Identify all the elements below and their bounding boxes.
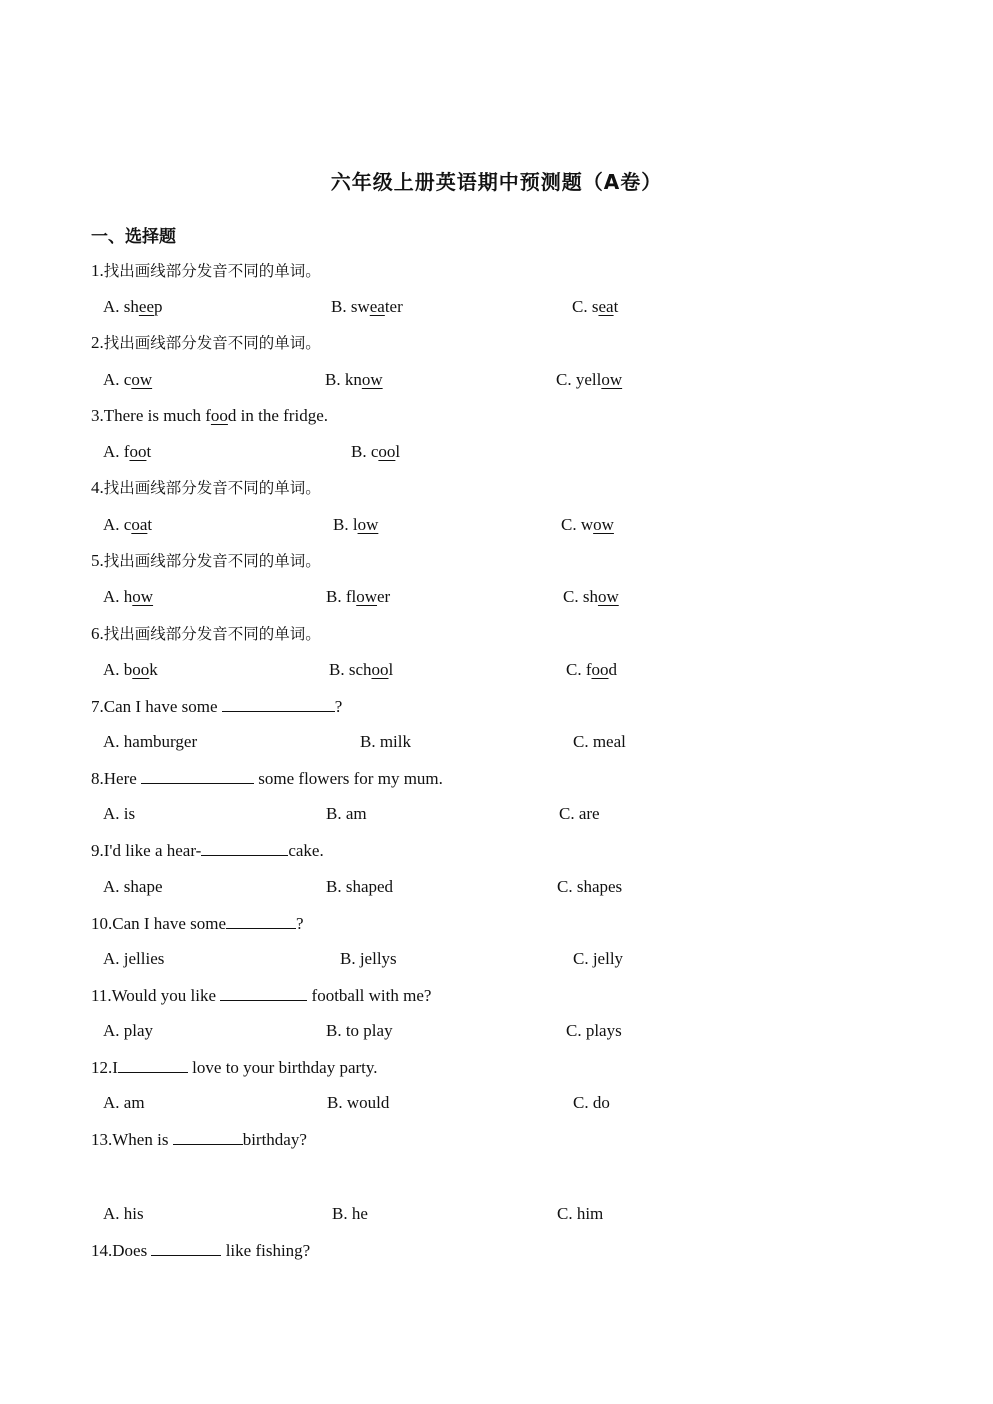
q2-option-a[interactable]: A. cow (103, 370, 153, 389)
q4-option-b[interactable]: B. low (333, 515, 379, 534)
q7-option-b[interactable]: B. milk (360, 732, 412, 751)
q8-option-a[interactable]: A. is (103, 804, 136, 823)
question-1: 1.找出画线部分发音不同的单词。 (91, 261, 321, 280)
question-2: 2.找出画线部分发音不同的单词。 (91, 333, 321, 352)
answer-blank[interactable] (151, 1239, 221, 1256)
q11-option-b[interactable]: B. to play (326, 1021, 393, 1040)
q12-option-a[interactable]: A. am (103, 1093, 145, 1112)
question-6: 6.找出画线部分发音不同的单词。 (91, 624, 321, 643)
question-3: 3.There is much food in the fridge. (91, 406, 328, 425)
q13-option-b[interactable]: B. he (332, 1204, 368, 1223)
q2-option-b[interactable]: B. know (325, 370, 383, 389)
answer-blank[interactable] (201, 839, 288, 856)
q4-option-c[interactable]: C. wow (561, 515, 614, 534)
q5-option-b[interactable]: B. flower (326, 587, 391, 606)
question-7: 7.Can I have some ? (91, 697, 343, 716)
q11-option-c[interactable]: C. plays (566, 1021, 622, 1040)
q12-option-b[interactable]: B. would (327, 1093, 390, 1112)
question-14: 14.Does like fishing? (91, 1241, 311, 1260)
q10-option-b[interactable]: B. jellys (340, 949, 397, 968)
q4-option-a[interactable]: A. coat (103, 515, 153, 534)
q13-option-a[interactable]: A. his (103, 1204, 144, 1223)
question-8: 8.Here some flowers for my mum. (91, 769, 443, 788)
q13-option-c[interactable]: C. him (557, 1204, 604, 1223)
q1-option-c[interactable]: C. seat (572, 297, 619, 316)
q6-option-c[interactable]: C. food (566, 660, 617, 679)
q9-option-c[interactable]: C. shapes (557, 877, 623, 896)
q7-option-c[interactable]: C. meal (573, 732, 626, 751)
question-13: 13.When is birthday? (91, 1130, 307, 1149)
q10-option-a[interactable]: A. jellies (103, 949, 165, 968)
q10-option-c[interactable]: C. jelly (573, 949, 624, 968)
q1-option-a[interactable]: A. sheep (103, 297, 163, 316)
q3-option-b[interactable]: B. cool (351, 442, 401, 461)
q12-option-c[interactable]: C. do (573, 1093, 610, 1112)
question-12: 12.I love to your birthday party. (91, 1058, 378, 1077)
question-9: 9.I'd like a hear- cake. (91, 841, 324, 860)
answer-blank[interactable] (222, 695, 335, 712)
question-11: 11.Would you like football with me? (91, 986, 432, 1005)
question-4: 4.找出画线部分发音不同的单词。 (91, 478, 321, 497)
q8-option-c[interactable]: C. are (559, 804, 600, 823)
q1-option-b[interactable]: B. sweater (331, 297, 403, 316)
q5-option-c[interactable]: C. show (563, 587, 619, 606)
question-10: 10.Can I have some ? (91, 914, 304, 933)
q7-option-a[interactable]: A. hamburger (103, 732, 198, 751)
q3-option-a[interactable]: A. foot (103, 442, 152, 461)
q9-option-b[interactable]: B. shaped (326, 877, 394, 896)
answer-blank[interactable] (220, 984, 307, 1001)
q5-option-a[interactable]: A. how (103, 587, 154, 606)
q8-option-b[interactable]: B. am (326, 804, 367, 823)
section-heading: 一、选择题 (91, 227, 176, 247)
q6-option-a[interactable]: A. book (103, 660, 158, 679)
answer-blank[interactable] (173, 1128, 243, 1145)
answer-blank[interactable] (226, 912, 296, 929)
q9-option-a[interactable]: A. shape (103, 877, 163, 896)
answer-blank[interactable] (141, 767, 254, 784)
q6-option-b[interactable]: B. school (329, 660, 394, 679)
page-title: 六年级上册英语期中预测题（A卷） (330, 170, 663, 194)
question-5: 5.找出画线部分发音不同的单词。 (91, 551, 321, 570)
answer-blank[interactable] (118, 1056, 188, 1073)
q11-option-a[interactable]: A. play (103, 1021, 154, 1040)
q2-option-c[interactable]: C. yellow (556, 370, 623, 389)
